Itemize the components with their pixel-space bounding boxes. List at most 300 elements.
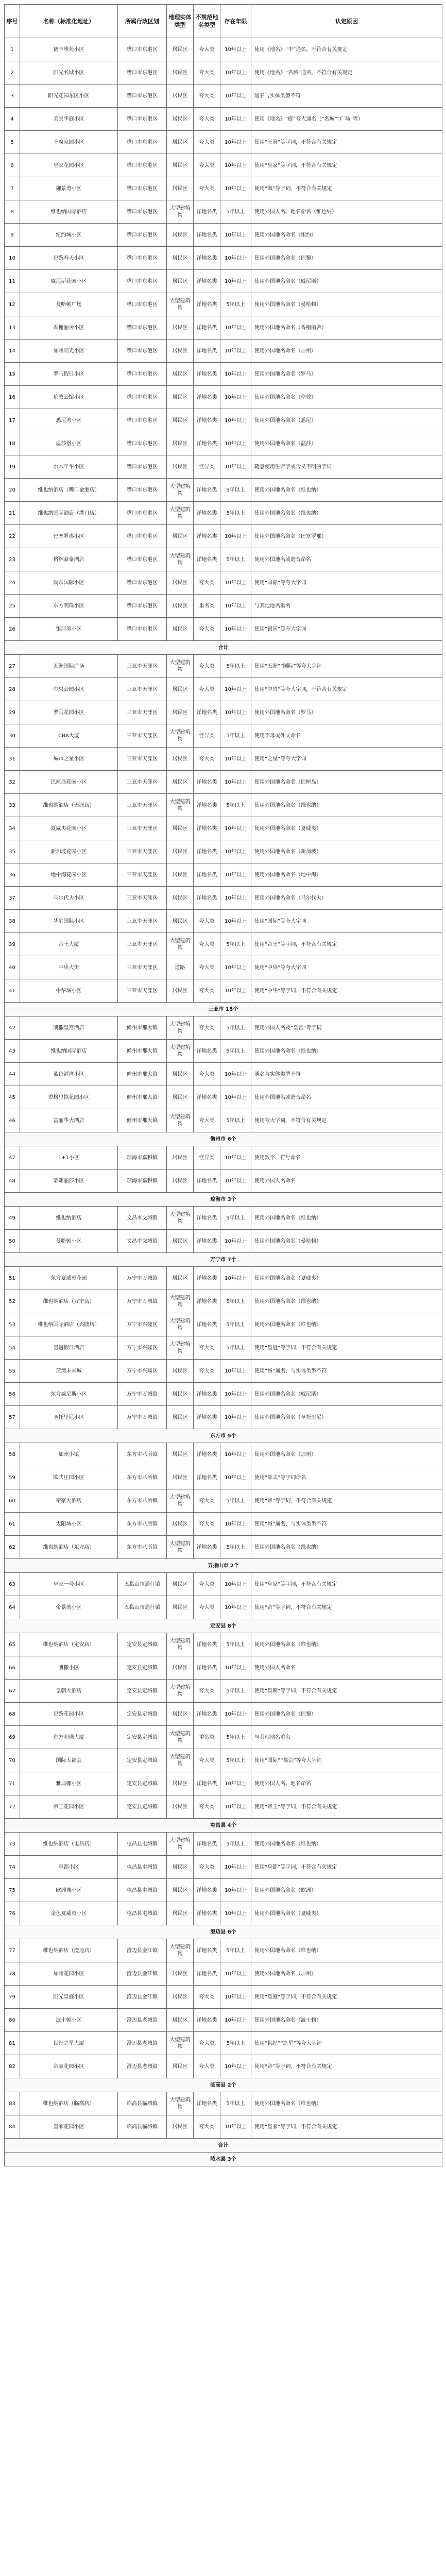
row-name-type: 夸大类 (194, 1109, 220, 1132)
row-name-type: 夸大类 (194, 933, 220, 956)
row-name-type: 洋地名类 (194, 701, 220, 724)
row-region: 临高县临城镇 (118, 2115, 167, 2139)
row-reason: 使用外国地名命名（夏威夷） (251, 817, 442, 840)
row-number: 17 (5, 409, 20, 432)
row-number: 67 (5, 1680, 20, 1703)
table-row (5, 363, 442, 386)
row-years: 10年以上 (220, 1879, 251, 1902)
row-number: 45 (5, 1086, 20, 1109)
row-number: 35 (5, 840, 20, 863)
row-entity-type: 居民区 (167, 887, 194, 910)
row-region: 万宁市兴隆区 (118, 1360, 167, 1383)
row-number: 31 (5, 748, 20, 771)
row-name: 维也纳国际酒店 (20, 200, 118, 224)
row-name: 尚东国际小区 (20, 571, 118, 595)
row-years: 5年以上 (220, 1336, 251, 1360)
row-number: 1 (5, 38, 20, 61)
row-number: 38 (5, 910, 20, 933)
row-years: 10年以上 (220, 887, 251, 910)
row-number: 76 (5, 1902, 20, 1925)
row-name-type: 洋地名类 (194, 1207, 220, 1230)
row-name: 皇家花园小区 (20, 2115, 118, 2139)
row-region: 儋州市那大镇 (118, 1063, 167, 1086)
row-number: 10 (5, 247, 20, 270)
row-years: 10年以上 (220, 224, 251, 247)
row-reason: 使用外国地名命名（维也纳） (251, 502, 442, 525)
row-name: 蒙娜丽莎小区 (20, 1170, 118, 1193)
row-name-type: 洋地名类 (194, 1406, 220, 1429)
row-name-type: 夸大类 (194, 84, 220, 108)
row-name: 维也纳酒店（定安店） (20, 1633, 118, 1656)
row-name-type: 洋地名类 (194, 771, 220, 794)
row-entity-type: 居民区 (167, 618, 194, 641)
table-row (5, 177, 442, 200)
header-name: 名称（标准化地址） (20, 5, 118, 38)
table-row (5, 933, 442, 956)
row-years: 5年以上 (220, 1109, 251, 1132)
row-number: 29 (5, 701, 20, 724)
row-number: 73 (5, 1833, 20, 1856)
row-years: 10年以上 (220, 817, 251, 840)
row-name: 维也纳酒店（东方店） (20, 1536, 118, 1559)
row-name: 维也纳酒店（嘴口金港店） (20, 479, 118, 502)
row-reason: 使用外国地名命名（维也纳） (251, 1290, 442, 1313)
row-name-type: 洋地名类 (194, 293, 220, 316)
row-number: 60 (5, 1489, 20, 1513)
subtotal-row (5, 1253, 442, 1267)
row-name-type: 洋地名类 (194, 1772, 220, 1795)
row-number: 11 (5, 270, 20, 293)
row-entity-type: 居民区 (167, 1703, 194, 1726)
row-region: 嘴口市东港区 (118, 595, 167, 618)
row-entity-type: 大型建筑物 (167, 1726, 194, 1749)
row-name: 阳光名城小区 (20, 61, 118, 84)
row-entity-type: 居民区 (167, 817, 194, 840)
row-name-type: 夸大类 (194, 1489, 220, 1513)
row-years: 10年以上 (220, 386, 251, 409)
row-years: 5年以上 (220, 2092, 251, 2115)
row-region: 定安县定城镇 (118, 1656, 167, 1680)
table-row (5, 548, 442, 571)
row-years: 5年以上 (220, 1016, 251, 1040)
row-name-type: 夸大类 (194, 2055, 220, 2078)
row-number: 4 (5, 108, 20, 131)
row-reason: 使用“中央”等夸大字词，不符合有关规定 (251, 678, 442, 701)
row-reason: 使用外国地名命名（加州） (251, 1962, 442, 1986)
row-entity-type: 居民区 (167, 154, 194, 177)
row-name-type: 洋地名类 (194, 1230, 220, 1253)
row-reason: 通名与实体类型不符 (251, 84, 442, 108)
row-years: 10年以上 (220, 2009, 251, 2032)
row-entity-type: 居民区 (167, 455, 194, 479)
row-entity-type: 大型建筑物 (167, 933, 194, 956)
row-reason: 使用《地名》“庭”夸大通名（“名城”“广场”等） (251, 108, 442, 131)
row-entity-type: 大型建筑物 (167, 1290, 194, 1313)
row-entity-type: 大型建筑物 (167, 502, 194, 525)
row-region: 屯昌县屯城镇 (118, 1833, 167, 1856)
row-reason: 使用“帝”等字词，不符合有关规定 (251, 1596, 442, 1619)
table-row (5, 1290, 442, 1313)
row-name-type: 洋地名类 (194, 1633, 220, 1656)
table-row (5, 1406, 442, 1429)
row-name-type: 洋地名类 (194, 1879, 220, 1902)
row-reason: 使用外国地名命名（马尔代夫） (251, 887, 442, 910)
row-number: 3 (5, 84, 20, 108)
row-name: 水木年华小区 (20, 455, 118, 479)
table-row (5, 618, 442, 641)
row-years: 10年以上 (220, 154, 251, 177)
row-name-type: 洋地名类 (194, 1383, 220, 1406)
row-number: 59 (5, 1466, 20, 1489)
row-number: 25 (5, 595, 20, 618)
row-name: 波士顿小区 (20, 2009, 118, 2032)
row-reason: 使用“国际”等夸大字词 (251, 910, 442, 933)
row-years: 10年以上 (220, 1986, 251, 2009)
table-row (5, 38, 442, 61)
row-reason: 使用外国地名命名（夏威夷） (251, 1267, 442, 1290)
row-name: 帝王花园小区 (20, 1795, 118, 1819)
row-entity-type: 居民区 (167, 1443, 194, 1466)
row-region: 三亚市天涯区 (118, 724, 167, 748)
row-name-type: 洋地名类 (194, 2009, 220, 2032)
row-years: 5年以上 (220, 200, 251, 224)
row-number: 39 (5, 933, 20, 956)
row-reason: 使用外国地名命名（罗马） (251, 363, 442, 386)
row-entity-type: 居民区 (167, 38, 194, 61)
row-entity-type: 居民区 (167, 701, 194, 724)
row-name-type: 洋地名类 (194, 887, 220, 910)
row-name: 皇家一号小区 (20, 1573, 118, 1596)
header-entity-type: 地理实体类型 (167, 5, 194, 38)
table-row (5, 1336, 442, 1360)
row-region: 定安县定城镇 (118, 1772, 167, 1795)
row-name: 银河湾小区 (20, 618, 118, 641)
row-years: 5年以上 (220, 1939, 251, 1962)
row-entity-type: 大型建筑物 (167, 1749, 194, 1772)
row-number: 44 (5, 1063, 20, 1086)
row-region: 临高县临城镇 (118, 2092, 167, 2115)
table-row (5, 1633, 442, 1656)
row-name: 阳光皇庭小区 (20, 1986, 118, 2009)
row-years: 10年以上 (220, 863, 251, 887)
row-name: 伦敦公馆小区 (20, 386, 118, 409)
row-name: 加州花园小区 (20, 1962, 118, 1986)
row-name: 凯撒皇宫酒店 (20, 1016, 118, 1040)
row-number: 2 (5, 61, 20, 84)
row-name: 富丽华大酒店 (20, 1109, 118, 1132)
table-row (5, 956, 442, 979)
row-entity-type: 大型建筑物 (167, 200, 194, 224)
row-reason: 使用“银河”等夸大字词 (251, 618, 442, 641)
row-entity-type: 大型建筑物 (167, 1313, 194, 1336)
row-years: 10年以上 (220, 701, 251, 724)
row-reason: 使用“皇家”等字词，不符合有关规定 (251, 2115, 442, 2139)
row-years: 10年以上 (220, 1406, 251, 1429)
row-years: 10年以上 (220, 1466, 251, 1489)
row-number: 41 (5, 979, 20, 1003)
row-name: 华庭国际小区 (20, 910, 118, 933)
row-name: 国际大都会 (20, 1749, 118, 1772)
row-number: 19 (5, 455, 20, 479)
row-name: 城市之星小区 (20, 748, 118, 771)
table-row (5, 1902, 442, 1925)
row-entity-type: 大型建筑物 (167, 548, 194, 571)
row-number: 79 (5, 1986, 20, 2009)
row-years: 10年以上 (220, 1573, 251, 1596)
table-row (5, 1726, 442, 1749)
table-row (5, 595, 442, 618)
row-entity-type: 大型建筑物 (167, 1016, 194, 1040)
row-region: 三亚市天涯区 (118, 933, 167, 956)
row-reason: 使用外国地名命名（维也纳） (251, 1313, 442, 1336)
table-row (5, 154, 442, 177)
row-number: 14 (5, 340, 20, 363)
header-reason: 认定原因 (251, 5, 442, 38)
row-entity-type: 居民区 (167, 2115, 194, 2139)
row-name: 圣托里尼小区 (20, 1406, 118, 1429)
row-name-type: 夸大类 (194, 61, 220, 84)
row-name-type: 夸大类 (194, 1856, 220, 1879)
row-name: 维也纳国际酒店（港口店） (20, 502, 118, 525)
row-entity-type: 居民区 (167, 432, 194, 455)
row-name: 加州阳光小区 (20, 340, 118, 363)
row-years: 10年以上 (220, 771, 251, 794)
row-region: 定安县定城镇 (118, 1680, 167, 1703)
row-region: 万宁市兴隆区 (118, 1336, 167, 1360)
row-reason: 使用夸大字词，不符合有关规定 (251, 1109, 442, 1132)
row-reason: 使用字母或外文命名 (251, 724, 442, 748)
row-number: 16 (5, 386, 20, 409)
row-years: 10年以上 (220, 2055, 251, 2078)
row-region: 嘴口市东港区 (118, 270, 167, 293)
row-region: 儋州市那大镇 (118, 1040, 167, 1063)
row-entity-type: 大型建筑物 (167, 1536, 194, 1559)
subtotal-row (5, 2139, 442, 2153)
row-years: 5年以上 (220, 1680, 251, 1703)
row-name-type: 洋地名类 (194, 840, 220, 863)
table-row (5, 455, 442, 479)
row-years: 5年以上 (220, 293, 251, 316)
row-name: 东方明珠小区 (20, 595, 118, 618)
row-entity-type: 居民区 (167, 1170, 194, 1193)
row-region: 嘴口市东港区 (118, 479, 167, 502)
row-name-type: 夸大类 (194, 1016, 220, 1040)
row-number: 36 (5, 863, 20, 887)
row-entity-type: 居民区 (167, 1513, 194, 1536)
row-entity-type: 居民区 (167, 771, 194, 794)
row-reason: 使用“皇家”等字词，不符合有关规定 (251, 154, 442, 177)
row-name-type: 洋地名类 (194, 1086, 220, 1109)
subtotal-row (5, 2078, 442, 2092)
row-years: 10年以上 (220, 38, 251, 61)
row-name: 罗马假日小区 (20, 363, 118, 386)
row-number: 42 (5, 1016, 20, 1040)
row-reason: 使用外国地名命名（地中海） (251, 863, 442, 887)
row-name: 格林豪泰酒店 (20, 548, 118, 571)
row-years: 10年以上 (220, 910, 251, 933)
row-name-type: 夸大类 (194, 1596, 220, 1619)
row-region: 嘴口市东港区 (118, 61, 167, 84)
row-name-type: 洋地名类 (194, 1290, 220, 1313)
row-region: 东方市八所镇 (118, 1489, 167, 1513)
row-name: 皇冠假日酒店 (20, 1336, 118, 1360)
row-region: 嘴口市东港区 (118, 386, 167, 409)
row-region: 三亚市天涯区 (118, 817, 167, 840)
row-name: 巴塞罗那小区 (20, 525, 118, 548)
table-header-row (5, 5, 442, 38)
row-name: 维也纳国际酒店（兴隆店） (20, 1313, 118, 1336)
row-region: 三亚市天涯区 (118, 771, 167, 794)
row-number: 65 (5, 1633, 20, 1656)
row-entity-type: 大型建筑物 (167, 1040, 194, 1063)
row-name: 帝景湾小区 (20, 1596, 118, 1619)
row-region: 万宁市兴隆区 (118, 1313, 167, 1336)
row-years: 10年以上 (220, 455, 251, 479)
row-name-type: 洋地名类 (194, 863, 220, 887)
row-entity-type: 居民区 (167, 1986, 194, 2009)
row-name-type: 夸大类 (194, 1063, 220, 1086)
row-reason: 使用外国人名命名 (251, 1656, 442, 1680)
row-reason: 使用“帝”等字词，不符合有关规定 (251, 1489, 442, 1513)
row-reason: 使用“帝”等字词，不符合有关规定 (251, 2055, 442, 2078)
row-years: 5年以上 (220, 794, 251, 817)
row-region: 东方市八所镇 (118, 1513, 167, 1536)
row-region: 定安县定城镇 (118, 1726, 167, 1749)
row-reason: 使用“城”通名，与实体类型不符 (251, 1513, 442, 1536)
table-row (5, 571, 442, 595)
row-years: 10年以上 (220, 525, 251, 548)
subtotal-row (5, 1619, 442, 1633)
row-reason: 使用外国地名命名（夏威夷） (251, 1902, 442, 1925)
row-entity-type: 居民区 (167, 247, 194, 270)
subtotal-label: 屯昌县 4个 (5, 1819, 442, 1833)
row-number: 27 (5, 655, 20, 678)
row-name-type: 夸大类 (194, 108, 220, 131)
row-name: 马尔代夫小区 (20, 887, 118, 910)
row-name-type: 洋地名类 (194, 1536, 220, 1559)
row-name: 维也纳酒店（万宁店） (20, 1290, 118, 1313)
table-row (5, 1443, 442, 1466)
row-number: 82 (5, 2055, 20, 2078)
subtotal-row (5, 1132, 442, 1146)
row-number: 37 (5, 887, 20, 910)
row-name: 曼哈顿小区 (20, 1230, 118, 1253)
row-name: 夏威夷花园小区 (20, 817, 118, 840)
row-region: 三亚市天涯区 (118, 840, 167, 863)
row-reason: 使用外国地名命名（加州） (251, 1443, 442, 1466)
row-name: 加州小镇 (20, 1443, 118, 1466)
row-number: 40 (5, 956, 20, 979)
subtotal-label: 东方市 5个 (5, 1429, 442, 1443)
row-name-type: 怪异类 (194, 455, 220, 479)
row-reason: 使用外国地名命名（欧洲） (251, 1879, 442, 1902)
row-name: 维也纳酒店（屯昌店） (20, 1833, 118, 1856)
row-reason: 使用外国地名命名（维也纳） (251, 1939, 442, 1962)
row-name-type: 夸大类 (194, 748, 220, 771)
row-entity-type: 居民区 (167, 678, 194, 701)
subtotal-label: 琼海市 3个 (5, 1193, 442, 1207)
row-number: 8 (5, 200, 20, 224)
row-entity-type: 居民区 (167, 1230, 194, 1253)
row-name-type: 洋地名类 (194, 224, 220, 247)
row-region: 琼海市嘉积镇 (118, 1170, 167, 1193)
table-row (5, 61, 442, 84)
row-entity-type: 居民区 (167, 910, 194, 933)
table-row (5, 247, 442, 270)
row-reason: 使用外国人名命名 (251, 1170, 442, 1193)
subtotal-label: 儋州市 6个 (5, 1132, 442, 1146)
table-row (5, 1489, 442, 1513)
row-number: 61 (5, 1513, 20, 1536)
table-row (5, 1573, 442, 1596)
row-entity-type: 居民区 (167, 409, 194, 432)
row-number: 52 (5, 1290, 20, 1313)
row-reason: 使用“中央”等夸大字词 (251, 956, 442, 979)
row-years: 10年以上 (220, 131, 251, 154)
row-name-type: 洋地名类 (194, 1939, 220, 1962)
row-reason: 使用外国地名命名（巴塞罗那） (251, 525, 442, 548)
row-entity-type: 居民区 (167, 525, 194, 548)
row-region: 东方市八所镇 (118, 1536, 167, 1559)
row-region: 澄迈县老城镇 (118, 2055, 167, 2078)
row-entity-type: 大型建筑物 (167, 1336, 194, 1360)
row-region: 万宁市万城镇 (118, 1290, 167, 1313)
row-number: 66 (5, 1656, 20, 1680)
row-region: 定安县定城镇 (118, 1633, 167, 1656)
row-reason: 与其他地名重名 (251, 1726, 442, 1749)
row-region: 嘴口市东港区 (118, 177, 167, 200)
row-years: 5年以上 (220, 1536, 251, 1559)
row-reason: 使用“国际”“都会”等夸大字词 (251, 1749, 442, 1772)
table-row (5, 1267, 442, 1290)
row-name: 帝豪花园小区 (20, 2055, 118, 2078)
row-years: 10年以上 (220, 1596, 251, 1619)
row-number: 83 (5, 2092, 20, 2115)
table-row (5, 678, 442, 701)
row-years: 10年以上 (220, 432, 251, 455)
row-number: 6 (5, 154, 20, 177)
row-years: 10年以上 (220, 1656, 251, 1680)
row-region: 儋州市那大镇 (118, 1086, 167, 1109)
row-name: 蓝色港湾小区 (20, 1063, 118, 1086)
table-row (5, 1749, 442, 1772)
row-name-type: 夸大类 (194, 1749, 220, 1772)
subtotal-label: 陵水县 3个 (5, 2153, 442, 2166)
row-number: 81 (5, 2032, 20, 2055)
row-name: 中央大街 (20, 956, 118, 979)
row-years: 10年以上 (220, 1146, 251, 1170)
row-years: 10年以上 (220, 1513, 251, 1536)
row-reason: 使用外国人名及“皇宫”等字词 (251, 1016, 442, 1040)
row-region: 琼海市嘉积镇 (118, 1146, 167, 1170)
row-years: 10年以上 (220, 1443, 251, 1466)
row-number: 33 (5, 794, 20, 817)
row-region: 三亚市天涯区 (118, 748, 167, 771)
row-number: 72 (5, 1795, 20, 1819)
row-number: 30 (5, 724, 20, 748)
table-row (5, 1656, 442, 1680)
row-entity-type: 居民区 (167, 1879, 194, 1902)
row-name: 维也纳酒店（临高店） (20, 2092, 118, 2115)
row-entity-type: 大型建筑物 (167, 1680, 194, 1703)
row-years: 10年以上 (220, 108, 251, 131)
table-row (5, 1383, 442, 1406)
row-name-type: 洋地名类 (194, 200, 220, 224)
table-row (5, 1086, 442, 1109)
row-name: 地中海花园小区 (20, 863, 118, 887)
row-years: 10年以上 (220, 1063, 251, 1086)
row-region: 嘴口市东港区 (118, 200, 167, 224)
